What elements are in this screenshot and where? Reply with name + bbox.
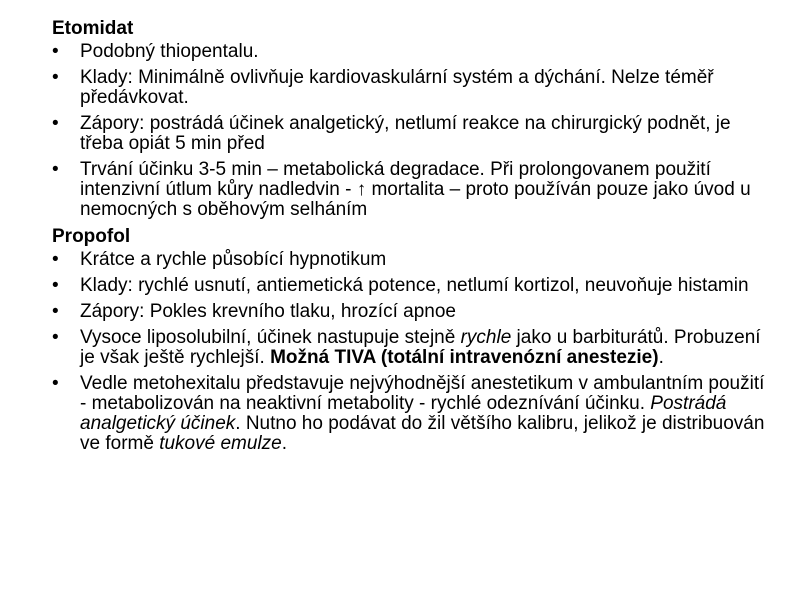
item-text-segment: Vedle metohexitalu představuje nejvýhodnější anestetikum v ambulantním použití - metabolizován na neaktivní metabolity - rychlé odeznívání účinku. [80,373,765,414]
item-text: Zápory: Pokles krevního tlaku, hrozící apnoe [80,301,456,322]
item-text: Trvání účinku 3-5 min – metabolická degradace. Při prolongovanem použití intenzivní útlum kůry nadledvin - ↑ mortalita – proto používán pouze jako úvod u nemocných s oběhovým selháním [80,159,751,220]
list-item [52,250,767,270]
slide-content [52,18,767,460]
item-text: Klady: rychlé usnutí, antiemetická potence, netlumí kortizol, neuvoňuje histamin [80,275,749,296]
item-text-italic: tukové emulze [159,433,282,454]
list-item [52,160,767,220]
item-text-italic: Postrádá analgetický účinek [80,393,727,434]
item-text: Krátce a rychle působící hypnotikum [80,249,387,270]
bullet-icon: • [52,327,59,348]
item-text: Zápory: postrádá účinek analgetický, netlumí reakce na chirurgický podnět, je třeba opiát 5 min před [80,113,731,154]
item-text: Klady: Minimálně ovlivňuje kardiovaskulární systém a dýchání. Nelze téměř předávkovat. [80,67,714,108]
item-text-bold: Možná TIVA (totální intravenózní anestezie) [270,347,659,368]
bullet-list-etomidat [52,42,767,220]
list-item [52,42,767,62]
bullet-icon: • [52,159,59,180]
list-item [52,68,767,108]
bullet-icon: • [52,275,59,296]
item-text-italic: rychle [460,327,512,348]
item-text-segment: jako u barbiturátů. Probuzení je však ještě rychlejší. [80,327,761,368]
item-text-segment: Vysoce liposolubilní, účinek nastupuje stejně [80,327,461,348]
section-heading-propofol: Propofol [52,226,131,247]
bullet-icon: • [52,301,59,322]
bullet-icon: • [52,249,59,270]
list-item [52,114,767,154]
bullet-icon: • [52,67,59,88]
list-item [52,328,767,368]
list-item [52,374,767,454]
item-text-segment: . Nutno ho podávat do žil většího kalibru, jelikož je distribuován ve formě [80,413,765,454]
item-text-segment: . [658,347,664,368]
list-item [52,276,767,296]
bullet-icon: • [52,113,59,134]
list-item [52,302,767,322]
bullet-icon: • [52,41,59,62]
section-heading-etomidat: Etomidat [52,18,134,39]
item-text-segment: . [281,433,287,454]
bullet-icon: • [52,373,59,394]
bullet-list-propofol [52,250,767,454]
item-text: Podobný thiopentalu. [80,41,259,62]
